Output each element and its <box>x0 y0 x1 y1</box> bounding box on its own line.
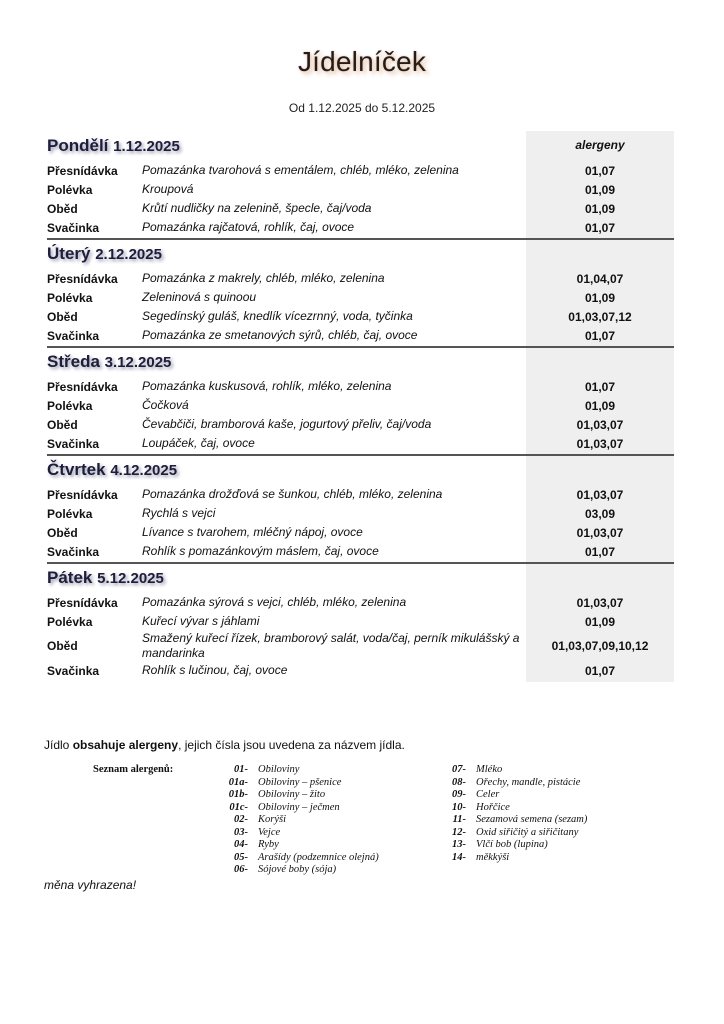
allergen-code: 02- <box>234 814 248 825</box>
day-title <box>47 239 674 269</box>
allergen-codes: 01,07 <box>584 163 616 178</box>
allergen-name: Vejce <box>258 826 281 838</box>
allergen-item <box>430 839 587 852</box>
dish-name: Segedínský guláš, knedlík vícezrnný, voda, tyčinka <box>142 309 413 323</box>
footer-note: měna vyhrazena! <box>44 878 137 892</box>
allergen-codes: 01,09 <box>584 201 616 216</box>
dish-name: Kuřecí vývar s jáhlami <box>142 614 260 628</box>
meal-row <box>47 161 674 180</box>
day-title <box>47 347 674 377</box>
dish-name: Pomazánka kuskusová, rohlík, mléko, zelenina <box>142 379 392 393</box>
meal-type: Polévka <box>47 398 93 413</box>
dish-name: Pomazánka drožďová se šunkou, chléb, mléko, zelenina <box>142 487 443 501</box>
meal-type: Svačinka <box>47 220 100 235</box>
dish-name: Pomazánka sýrová s vejci, chléb, mléko, zelenina <box>142 595 407 609</box>
allergen-code: 06- <box>234 864 248 875</box>
allergen-codes: 01,09 <box>584 182 616 197</box>
allergen-item <box>212 814 379 827</box>
allergen-list-label: Seznam alergenů: <box>93 764 174 775</box>
meal-row <box>47 661 674 680</box>
meal-type: Přesnídávka <box>47 271 118 286</box>
allergen-codes: 01,07 <box>584 544 616 559</box>
day-date: 5.12.2025 <box>97 570 164 587</box>
allergen-name: Korýši <box>258 814 287 825</box>
meal-row <box>47 288 674 307</box>
meal-type: Svačinka <box>47 544 100 559</box>
meal-type: Polévka <box>47 614 93 629</box>
day-title <box>47 131 674 161</box>
meal-row <box>47 485 674 504</box>
allergen-item <box>430 852 587 865</box>
day-name: Pondělí <box>47 136 109 155</box>
day-name: Úterý <box>47 244 91 263</box>
day-name: Čtvrtek <box>47 460 106 479</box>
allergen-codes: 01,09 <box>584 290 616 305</box>
dish-name: Rychlá s vejci <box>142 506 216 520</box>
allergen-code: 01b- <box>228 789 248 800</box>
allergen-item <box>212 789 379 802</box>
meal-row <box>47 612 674 631</box>
allergen-name: Obiloviny – žito <box>258 789 326 800</box>
dish-name: Pomazánka rajčatová, rohlík, čaj, ovoce <box>142 220 355 234</box>
allergen-item <box>430 827 587 840</box>
allergen-codes: 03,09 <box>584 506 616 521</box>
allergen-name: Ryby <box>258 839 279 850</box>
dish-name: Pomazánka tvarohová s ementálem, chléb, mléko, zelenina <box>142 163 459 177</box>
dish-name: Čočková <box>142 398 189 412</box>
allergen-item <box>212 839 379 852</box>
meal-type: Přesnídávka <box>47 163 118 178</box>
allergen-codes: 01,04,07 <box>576 271 624 286</box>
allergen-code: 01a- <box>228 776 248 788</box>
day-date: 1.12.2025 <box>113 138 180 155</box>
dish-name: Loupáček, čaj, ovoce <box>142 436 255 450</box>
meal-row <box>47 415 674 434</box>
allergen-item <box>430 814 587 827</box>
meal-row <box>47 377 674 396</box>
allergen-note <box>44 738 405 752</box>
day-section <box>47 131 674 240</box>
allergen-codes: 01,07 <box>584 220 616 235</box>
note-bold: obsahuje alergeny <box>72 738 179 752</box>
day-name: Pátek <box>47 568 93 587</box>
allergen-code: 08- <box>452 776 466 788</box>
allergen-codes: 01,03,07,09,10,12 <box>551 639 649 653</box>
note-text: Jídlo <box>44 738 73 752</box>
meal-type: Přesnídávka <box>47 379 118 394</box>
allergen-item <box>430 764 587 777</box>
meal-row <box>47 434 674 453</box>
allergen-name: Sezamová semena (sezam) <box>476 814 588 825</box>
allergen-codes: 01,07 <box>584 328 616 343</box>
meal-row <box>47 631 674 661</box>
day-date: 4.12.2025 <box>110 462 178 479</box>
meal-row <box>47 218 674 237</box>
meal-row <box>47 326 674 345</box>
allergen-name: Obiloviny – ječmen <box>258 801 340 813</box>
allergen-item <box>430 777 587 790</box>
meal-type: Svačinka <box>47 663 100 678</box>
day-section <box>47 347 674 456</box>
allergen-code: 03- <box>234 826 248 838</box>
allergen-name: Sójové boby (sója) <box>258 864 337 875</box>
allergen-item <box>212 852 379 865</box>
allergen-code: 11- <box>452 814 466 825</box>
page-title: Jídelníček <box>297 46 427 77</box>
meal-row <box>47 307 674 326</box>
day-title <box>47 455 674 485</box>
dish-name: Lívance s tvarohem, mléčný nápoj, ovoce <box>142 525 363 539</box>
allergen-name: měkkýši <box>476 851 510 863</box>
allergen-code: 04- <box>234 839 248 850</box>
allergen-name: Obiloviny – pšenice <box>258 776 342 788</box>
allergen-list-left <box>212 764 379 877</box>
allergen-codes: 01,03,07 <box>576 595 624 610</box>
meal-type: Polévka <box>47 182 93 197</box>
allergen-code: 14- <box>452 851 466 863</box>
dish-name: Kroupová <box>142 182 194 196</box>
allergen-name: Celer <box>476 789 500 800</box>
allergen-header: alergeny <box>575 138 625 152</box>
meal-type: Přesnídávka <box>47 487 118 502</box>
meal-type: Polévka <box>47 506 93 521</box>
meal-type: Oběd <box>47 309 78 324</box>
day-section <box>47 455 674 564</box>
allergen-code: 01c- <box>229 801 248 813</box>
dish-name: Rohlík s lučinou, čaj, ovoce <box>142 663 288 677</box>
allergen-item <box>212 802 379 815</box>
day-title <box>47 563 674 593</box>
day-date: 2.12.2025 <box>95 246 162 263</box>
allergen-codes: 01,03,07 <box>576 417 624 432</box>
meal-type: Přesnídávka <box>47 595 118 610</box>
allergen-code: 05- <box>234 851 248 863</box>
dish-name: Pomazánka z makrely, chléb, mléko, zelenina <box>142 271 385 285</box>
day-date: 3.12.2025 <box>104 354 172 371</box>
allergen-codes: 01,03,07 <box>576 436 624 451</box>
allergen-code: 10- <box>452 801 466 813</box>
dish-name: Smažený kuřecí řízek, bramborový salát, voda/čaj, perník mikulášský a mandarinka <box>142 631 520 660</box>
meal-type: Oběd <box>47 525 78 540</box>
meal-type: Oběd <box>47 417 78 432</box>
allergen-name: Oxid siřičitý a siřičitany <box>476 826 579 838</box>
allergen-code: 09- <box>452 789 466 800</box>
allergen-codes: 01,07 <box>584 663 616 678</box>
meal-type: Svačinka <box>47 436 100 451</box>
meal-row <box>47 199 674 218</box>
allergen-codes: 01,03,07 <box>576 487 624 502</box>
meal-type: Svačinka <box>47 328 100 343</box>
meal-type: Oběd <box>47 639 78 653</box>
allergen-name: Arašídy (podzemnice olejná) <box>258 851 379 863</box>
allergen-code: 12- <box>452 826 466 838</box>
allergen-item <box>212 827 379 840</box>
allergen-list-right <box>430 764 587 864</box>
day-name: Středa <box>47 352 100 371</box>
meal-row <box>47 180 674 199</box>
meal-row <box>47 504 674 523</box>
allergen-item <box>430 789 587 802</box>
allergen-name: Ořechy, mandle, pistácie <box>476 776 581 788</box>
allergen-item <box>212 764 379 777</box>
note-text-end: , jejich čísla jsou uvedena za názvem jídla. <box>178 738 405 752</box>
date-range: Od 1.12.2025 do 5.12.2025 <box>288 101 436 115</box>
day-section <box>47 239 674 348</box>
allergen-code: 07- <box>452 764 466 775</box>
allergen-codes: 01,03,07,12 <box>568 309 632 324</box>
meal-row <box>47 396 674 415</box>
dish-name: Krůtí nudličky na zelenině, špecle, čaj/voda <box>142 201 372 215</box>
dish-name: Zeleninová s quinoou <box>142 290 257 304</box>
allergen-item <box>430 802 587 815</box>
dish-name: Rohlík s pomazánkovým máslem, čaj, ovoce <box>142 544 379 558</box>
allergen-name: Vlčí bob (lupina) <box>476 839 548 850</box>
allergen-codes: 01,09 <box>584 398 616 413</box>
dish-name: Čevabčiči, bramborová kaše, jogurtový přeliv, čaj/voda <box>142 417 432 431</box>
allergen-item <box>212 864 379 877</box>
allergen-code: 01- <box>234 764 248 775</box>
meal-type: Oběd <box>47 201 78 216</box>
meal-row <box>47 523 674 542</box>
allergen-codes: 01,09 <box>584 614 616 629</box>
allergen-name: Mléko <box>476 764 503 775</box>
allergen-name: Obiloviny <box>258 764 300 775</box>
day-section <box>47 563 674 680</box>
meal-row <box>47 269 674 288</box>
meal-row <box>47 542 674 561</box>
meal-type: Polévka <box>47 290 93 305</box>
allergen-item <box>212 777 379 790</box>
dish-name: Pomazánka ze smetanových sýrů, chléb, čaj, ovoce <box>142 328 418 342</box>
meal-row <box>47 593 674 612</box>
allergen-code: 13- <box>452 839 466 850</box>
allergen-codes: 01,03,07 <box>576 525 624 540</box>
allergen-codes: 01,07 <box>584 379 616 394</box>
allergen-name: Hořčice <box>476 801 510 813</box>
